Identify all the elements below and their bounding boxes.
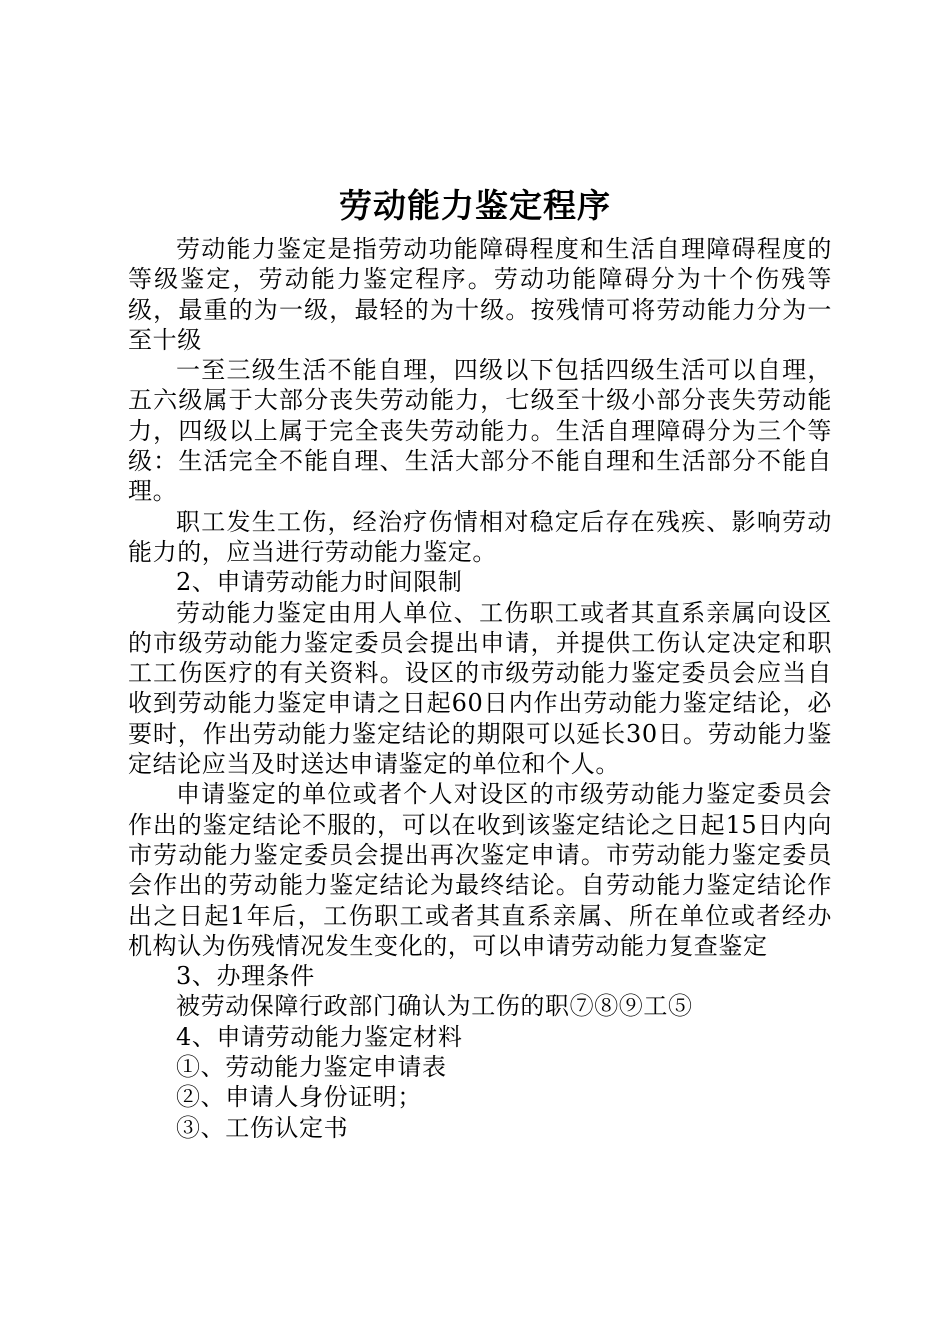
paragraph-definition: 劳动能力鉴定是指劳动功能障碍程度和生活自理障碍程度的等级鉴定，劳动能力鉴定程序。劳动功能障碍分为十个伤残等级，最重的为一级，最轻的为十级。按残情可将劳动能力分为一至十级	[128, 235, 832, 354]
paragraph-when-to-assess: 职工发生工伤，经治疗伤情相对稳定后存在残疾、影响劳动能力的，应当进行劳动能力鉴定。	[128, 507, 832, 566]
section-heading-conditions: 3、办理条件	[176, 962, 315, 991]
document-title: 劳动能力鉴定程序	[339, 186, 611, 225]
list-item-injury-certificate: ③、工伤认定书	[176, 1113, 349, 1142]
list-item-identity-proof: ②、申请人身份证明；	[176, 1083, 422, 1112]
paragraph-conditions: 被劳动保障行政部门确认为工伤的职⑦⑧⑨工⑤	[176, 992, 693, 1021]
paragraph-reassessment: 申请鉴定的单位或者个人对设区的市级劳动能力鉴定委员会作出的鉴定结论不服的，可以在收到该鉴定结论之日起15日内向市劳动能力鉴定委员会提出再次鉴定申请。市劳动能力鉴定委员会作出的劳动能力鉴定结论为最终结论。自劳动能力鉴定结论作出之日起1年后，工伤职工或者其直系亲属、所在单位或者经办机构认为伤残情况发生变化的，可以申请劳动能力复查鉴定	[128, 780, 832, 960]
list-item-application-form: ①、劳动能力鉴定申请表	[176, 1053, 447, 1082]
section-heading-materials: 4、申请劳动能力鉴定材料	[176, 1022, 463, 1051]
section-heading-time-limit: 2、申请劳动能力时间限制	[176, 568, 463, 597]
paragraph-application-process: 劳动能力鉴定由用人单位、工伤职工或者其直系亲属向设区的市级劳动能力鉴定委员会提出申请，并提供工伤认定决定和职工工伤医疗的有关资料。设区的市级劳动能力鉴定委员会应当自收到劳动能力鉴定申请之日起60日内作出劳动能力鉴定结论，必要时，作出劳动能力鉴定结论的期限可以延长30日。劳动能力鉴定结论应当及时送达申请鉴定的单位和个人。	[128, 598, 832, 779]
document-body	[128, 234, 832, 1143]
paragraph-self-care-levels: 一至三级生活不能自理，四级以下包括四级生活可以自理，五六级属于大部分丧失劳动能力，七级至十级小部分丧失劳动能力，四级以上属于完全丧失劳动能力。生活自理障碍分为三个等级：生活完全不能自理、生活大部分不能自理和生活部分不能自理。	[128, 356, 832, 506]
